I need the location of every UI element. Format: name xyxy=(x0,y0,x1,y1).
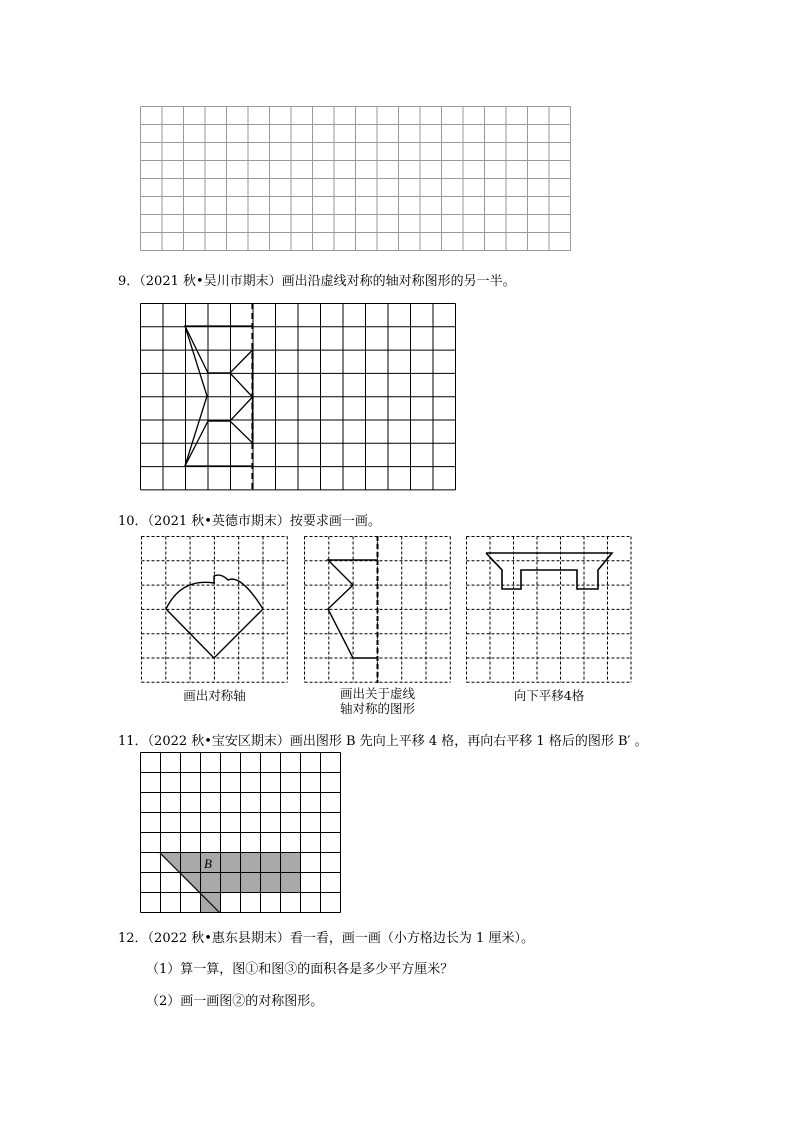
bridge-figure xyxy=(486,553,612,589)
question-12-text: 12．（2022 秋•惠东县期末）看一看，画一画（小方格边长为 1 厘米）。 xyxy=(118,931,534,946)
caption-draw-axis: 画出对称轴 xyxy=(183,688,246,703)
caption-translate-down: 向下平移4格 xyxy=(513,688,585,703)
question-10-grid-middle xyxy=(304,536,451,684)
half-figure xyxy=(185,326,253,466)
question-9-text: 9．（2021 秋•吴川市期末）画出沿虚线对称的轴对称图形的另一半。 xyxy=(118,274,516,289)
shape-label-b: B xyxy=(204,856,212,871)
question-10-grid-left xyxy=(141,536,288,684)
question-10-text: 10．（2021 秋•英德市期末）按要求画一画。 xyxy=(118,514,381,529)
caption-draw-symmetric: 画出关于虚线 轴对称的图形 xyxy=(339,686,415,716)
question-10-grid-right xyxy=(466,536,632,684)
blank-grid-top xyxy=(140,106,572,252)
question-11-text: 11．（2022 秋•宝安区期末）画出图形 B 先向上平移 4 格，再向右平移 1 格后的图形 B′ 。 xyxy=(118,734,648,749)
question-12-sub1: （1）算一算，图①和图③的面积各是多少平方厘米？ xyxy=(146,962,454,977)
question-11-grid xyxy=(140,752,342,914)
question-12-sub2: （2）画一画图②的对称图形。 xyxy=(146,994,324,1009)
question-9-grid xyxy=(140,303,460,493)
